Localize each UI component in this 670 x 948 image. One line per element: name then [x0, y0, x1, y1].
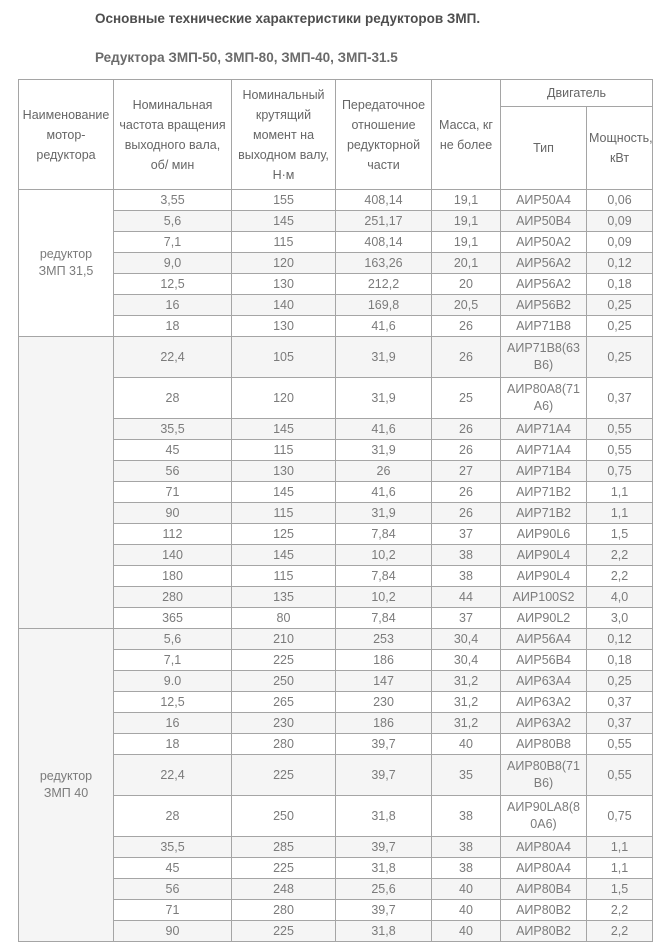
- table-row: [19, 253, 653, 274]
- cell-power: 0,25: [587, 671, 653, 692]
- cell-freq: 3,55: [114, 190, 232, 211]
- cell-mass: 19,1: [432, 232, 501, 253]
- cell-ratio: 212,2: [336, 274, 432, 295]
- cell-type: АИР80В2: [501, 900, 587, 921]
- cell-torque: 265: [232, 692, 336, 713]
- cell-ratio: 186: [336, 650, 432, 671]
- cell-mass: 40: [432, 734, 501, 755]
- cell-power: 2,2: [587, 566, 653, 587]
- cell-ratio: 163,26: [336, 253, 432, 274]
- cell-power: 0,09: [587, 211, 653, 232]
- cell-ratio: 7,84: [336, 566, 432, 587]
- cell-torque: 225: [232, 921, 336, 942]
- table-row: [19, 608, 653, 629]
- group-label-cell: [19, 337, 114, 629]
- cell-freq: 35,5: [114, 837, 232, 858]
- cell-mass: 31,2: [432, 671, 501, 692]
- cell-torque: 248: [232, 879, 336, 900]
- cell-torque: 130: [232, 316, 336, 337]
- cell-power: 1,5: [587, 524, 653, 545]
- cell-freq: 16: [114, 713, 232, 734]
- cell-torque: 145: [232, 211, 336, 232]
- col-header-freq: Номинальная частота вращения выходного вала, об/ мин: [114, 80, 232, 190]
- cell-freq: 28: [114, 796, 232, 837]
- cell-torque: 125: [232, 524, 336, 545]
- cell-mass: 35: [432, 755, 501, 796]
- cell-power: 0,12: [587, 629, 653, 650]
- table-row: [19, 232, 653, 253]
- cell-type: АИР56В2: [501, 295, 587, 316]
- cell-type: АИР56А4: [501, 629, 587, 650]
- cell-mass: 37: [432, 524, 501, 545]
- cell-type: АИР71В8: [501, 316, 587, 337]
- cell-torque: 105: [232, 337, 336, 378]
- cell-mass: 37: [432, 608, 501, 629]
- cell-freq: 28: [114, 378, 232, 419]
- cell-ratio: 186: [336, 713, 432, 734]
- cell-mass: 31,2: [432, 692, 501, 713]
- cell-power: 1,1: [587, 837, 653, 858]
- table-row: [19, 671, 653, 692]
- cell-freq: 9,0: [114, 253, 232, 274]
- cell-mass: 19,1: [432, 211, 501, 232]
- cell-ratio: 408,14: [336, 190, 432, 211]
- cell-type: АИР80В8: [501, 734, 587, 755]
- cell-ratio: 147: [336, 671, 432, 692]
- cell-torque: 130: [232, 274, 336, 295]
- cell-ratio: 25,6: [336, 879, 432, 900]
- cell-type: АИР63А4: [501, 671, 587, 692]
- cell-mass: 44: [432, 587, 501, 608]
- cell-power: 4,0: [587, 587, 653, 608]
- cell-power: 0,55: [587, 440, 653, 461]
- cell-type: АИР80А4: [501, 858, 587, 879]
- page-subtitle: Редуктора ЗМП-50, ЗМП-80, ЗМП-40, ЗМП-31.5: [95, 50, 398, 65]
- table-row: [19, 337, 653, 378]
- cell-type: АИР90L4: [501, 566, 587, 587]
- table-row: [19, 629, 653, 650]
- cell-power: 0,75: [587, 796, 653, 837]
- cell-power: 0,37: [587, 713, 653, 734]
- cell-power: 0,25: [587, 316, 653, 337]
- cell-ratio: 26: [336, 461, 432, 482]
- cell-mass: 19,1: [432, 190, 501, 211]
- cell-torque: 120: [232, 378, 336, 419]
- cell-type: АИР80В2: [501, 921, 587, 942]
- table-row: [19, 461, 653, 482]
- cell-torque: 210: [232, 629, 336, 650]
- cell-ratio: 41,6: [336, 316, 432, 337]
- cell-mass: 31,2: [432, 713, 501, 734]
- cell-ratio: 31,9: [336, 337, 432, 378]
- col-header-motor-type: Тип: [501, 107, 587, 190]
- cell-torque: 280: [232, 900, 336, 921]
- table-row: [19, 419, 653, 440]
- table-row: [19, 378, 653, 419]
- cell-type: АИР90L2: [501, 608, 587, 629]
- cell-mass: 40: [432, 879, 501, 900]
- cell-torque: 155: [232, 190, 336, 211]
- cell-power: 2,2: [587, 900, 653, 921]
- cell-mass: 30,4: [432, 650, 501, 671]
- cell-mass: 40: [432, 900, 501, 921]
- cell-freq: 5,6: [114, 211, 232, 232]
- table-row: [19, 587, 653, 608]
- cell-type: АИР80В4: [501, 879, 587, 900]
- table-row: [19, 858, 653, 879]
- cell-ratio: 10,2: [336, 545, 432, 566]
- cell-power: 0,25: [587, 295, 653, 316]
- table-row: [19, 900, 653, 921]
- table-row: [19, 796, 653, 837]
- cell-freq: 180: [114, 566, 232, 587]
- cell-torque: 140: [232, 295, 336, 316]
- cell-ratio: 31,9: [336, 440, 432, 461]
- cell-torque: 115: [232, 232, 336, 253]
- cell-freq: 280: [114, 587, 232, 608]
- table-row: [19, 713, 653, 734]
- cell-type: АИР71А4: [501, 419, 587, 440]
- cell-mass: 38: [432, 545, 501, 566]
- table-row: [19, 837, 653, 858]
- cell-power: 0,55: [587, 734, 653, 755]
- cell-ratio: 230: [336, 692, 432, 713]
- cell-freq: 18: [114, 316, 232, 337]
- table-row: [19, 190, 653, 211]
- cell-mass: 20: [432, 274, 501, 295]
- cell-type: АИР50А4: [501, 190, 587, 211]
- cell-freq: 365: [114, 608, 232, 629]
- cell-type: АИР50В4: [501, 211, 587, 232]
- cell-torque: 130: [232, 461, 336, 482]
- cell-ratio: 31,8: [336, 796, 432, 837]
- cell-ratio: 251,17: [336, 211, 432, 232]
- cell-torque: 250: [232, 796, 336, 837]
- cell-type: АИР71А4: [501, 440, 587, 461]
- cell-mass: 26: [432, 316, 501, 337]
- cell-torque: 120: [232, 253, 336, 274]
- table-row: [19, 211, 653, 232]
- cell-power: 2,2: [587, 921, 653, 942]
- cell-freq: 22,4: [114, 337, 232, 378]
- cell-type: АИР63А2: [501, 692, 587, 713]
- cell-type: АИР100S2: [501, 587, 587, 608]
- cell-type: АИР56В4: [501, 650, 587, 671]
- cell-ratio: 31,9: [336, 378, 432, 419]
- cell-freq: 56: [114, 879, 232, 900]
- cell-mass: 26: [432, 482, 501, 503]
- cell-power: 0,25: [587, 337, 653, 378]
- cell-ratio: 39,7: [336, 837, 432, 858]
- cell-power: 0,55: [587, 419, 653, 440]
- table-row: [19, 734, 653, 755]
- cell-power: 0,18: [587, 650, 653, 671]
- cell-power: 3,0: [587, 608, 653, 629]
- cell-torque: 225: [232, 858, 336, 879]
- cell-torque: 115: [232, 503, 336, 524]
- cell-freq: 45: [114, 858, 232, 879]
- group-label-cell: редуктор ЗМП 40: [19, 629, 114, 942]
- cell-type: АИР50А2: [501, 232, 587, 253]
- cell-torque: 145: [232, 419, 336, 440]
- cell-power: 1,1: [587, 482, 653, 503]
- table-row: [19, 274, 653, 295]
- cell-freq: 12,5: [114, 274, 232, 295]
- cell-mass: 26: [432, 337, 501, 378]
- cell-power: 0,75: [587, 461, 653, 482]
- cell-freq: 5,6: [114, 629, 232, 650]
- table-row: [19, 545, 653, 566]
- cell-ratio: 7,84: [336, 608, 432, 629]
- cell-torque: 225: [232, 755, 336, 796]
- cell-freq: 35,5: [114, 419, 232, 440]
- cell-freq: 90: [114, 503, 232, 524]
- cell-mass: 20,1: [432, 253, 501, 274]
- cell-torque: 280: [232, 734, 336, 755]
- cell-mass: 38: [432, 566, 501, 587]
- cell-ratio: 253: [336, 629, 432, 650]
- col-header-motor-power: Мощность, кВт: [587, 107, 653, 190]
- cell-type: АИР90L6: [501, 524, 587, 545]
- cell-mass: 38: [432, 858, 501, 879]
- page-title: Основные технические характеристики редукторов ЗМП.: [95, 11, 481, 26]
- cell-freq: 71: [114, 482, 232, 503]
- cell-freq: 12,5: [114, 692, 232, 713]
- col-header-ratio: Передаточное отношение редукторной части: [336, 80, 432, 190]
- cell-ratio: 41,6: [336, 482, 432, 503]
- cell-freq: 18: [114, 734, 232, 755]
- col-header-mass: Масса, кг не более: [432, 80, 501, 190]
- cell-freq: 56: [114, 461, 232, 482]
- table-row: [19, 295, 653, 316]
- cell-freq: 16: [114, 295, 232, 316]
- cell-mass: 27: [432, 461, 501, 482]
- cell-power: 0,55: [587, 755, 653, 796]
- cell-power: 2,2: [587, 545, 653, 566]
- col-header-name: Наименование мотор-редуктора: [19, 80, 114, 190]
- cell-ratio: 31,9: [336, 503, 432, 524]
- cell-mass: 26: [432, 503, 501, 524]
- table-row: [19, 755, 653, 796]
- table-row: [19, 524, 653, 545]
- col-header-motor: Двигатель: [501, 80, 653, 107]
- cell-torque: 230: [232, 713, 336, 734]
- cell-power: 0,18: [587, 274, 653, 295]
- cell-torque: 250: [232, 671, 336, 692]
- cell-freq: 112: [114, 524, 232, 545]
- cell-ratio: 31,8: [336, 921, 432, 942]
- table-row: [19, 921, 653, 942]
- cell-power: 1,1: [587, 858, 653, 879]
- table-body: [19, 190, 653, 942]
- cell-torque: 80: [232, 608, 336, 629]
- table-row: [19, 482, 653, 503]
- cell-mass: 38: [432, 796, 501, 837]
- cell-type: АИР63А2: [501, 713, 587, 734]
- cell-type: АИР71В4: [501, 461, 587, 482]
- cell-ratio: 169,8: [336, 295, 432, 316]
- table-row: [19, 650, 653, 671]
- cell-power: 1,1: [587, 503, 653, 524]
- cell-type: АИР71В2: [501, 503, 587, 524]
- cell-torque: 135: [232, 587, 336, 608]
- cell-type: АИР80В8(71В6): [501, 755, 587, 796]
- cell-type: АИР80А4: [501, 837, 587, 858]
- cell-mass: 30,4: [432, 629, 501, 650]
- cell-type: АИР80А8(71А6): [501, 378, 587, 419]
- cell-ratio: 39,7: [336, 755, 432, 796]
- cell-torque: 115: [232, 440, 336, 461]
- cell-ratio: 408,14: [336, 232, 432, 253]
- cell-mass: 20,5: [432, 295, 501, 316]
- cell-torque: 285: [232, 837, 336, 858]
- cell-power: 0,37: [587, 378, 653, 419]
- cell-type: АИР71В8(63В6): [501, 337, 587, 378]
- table-row: [19, 503, 653, 524]
- table-row: [19, 316, 653, 337]
- col-header-torque: Номинальный крутящий момент на выходном валу, Н·м: [232, 80, 336, 190]
- cell-torque: 145: [232, 482, 336, 503]
- cell-torque: 115: [232, 566, 336, 587]
- cell-torque: 225: [232, 650, 336, 671]
- cell-mass: 26: [432, 419, 501, 440]
- cell-torque: 145: [232, 545, 336, 566]
- cell-freq: 7,1: [114, 232, 232, 253]
- cell-ratio: 39,7: [336, 734, 432, 755]
- cell-type: АИР90LA8(80А6): [501, 796, 587, 837]
- cell-freq: 9.0: [114, 671, 232, 692]
- cell-mass: 26: [432, 440, 501, 461]
- cell-type: АИР90L4: [501, 545, 587, 566]
- table-row: [19, 440, 653, 461]
- cell-freq: 140: [114, 545, 232, 566]
- cell-power: 0,09: [587, 232, 653, 253]
- cell-mass: 40: [432, 921, 501, 942]
- cell-type: АИР56А2: [501, 274, 587, 295]
- cell-freq: 90: [114, 921, 232, 942]
- cell-ratio: 31,8: [336, 858, 432, 879]
- table-row: [19, 566, 653, 587]
- specs-table: [18, 79, 653, 942]
- cell-power: 0,06: [587, 190, 653, 211]
- table-header: [19, 80, 653, 190]
- cell-freq: 7,1: [114, 650, 232, 671]
- cell-power: 0,37: [587, 692, 653, 713]
- cell-freq: 45: [114, 440, 232, 461]
- cell-type: АИР71В2: [501, 482, 587, 503]
- cell-ratio: 39,7: [336, 900, 432, 921]
- cell-ratio: 7,84: [336, 524, 432, 545]
- table-row: [19, 692, 653, 713]
- cell-mass: 25: [432, 378, 501, 419]
- cell-ratio: 10,2: [336, 587, 432, 608]
- cell-power: 0,12: [587, 253, 653, 274]
- cell-freq: 71: [114, 900, 232, 921]
- group-label-cell: редуктор ЗМП 31,5: [19, 190, 114, 337]
- cell-power: 1,5: [587, 879, 653, 900]
- cell-freq: 22,4: [114, 755, 232, 796]
- cell-ratio: 41,6: [336, 419, 432, 440]
- cell-mass: 38: [432, 837, 501, 858]
- cell-type: АИР56А2: [501, 253, 587, 274]
- table-row: [19, 879, 653, 900]
